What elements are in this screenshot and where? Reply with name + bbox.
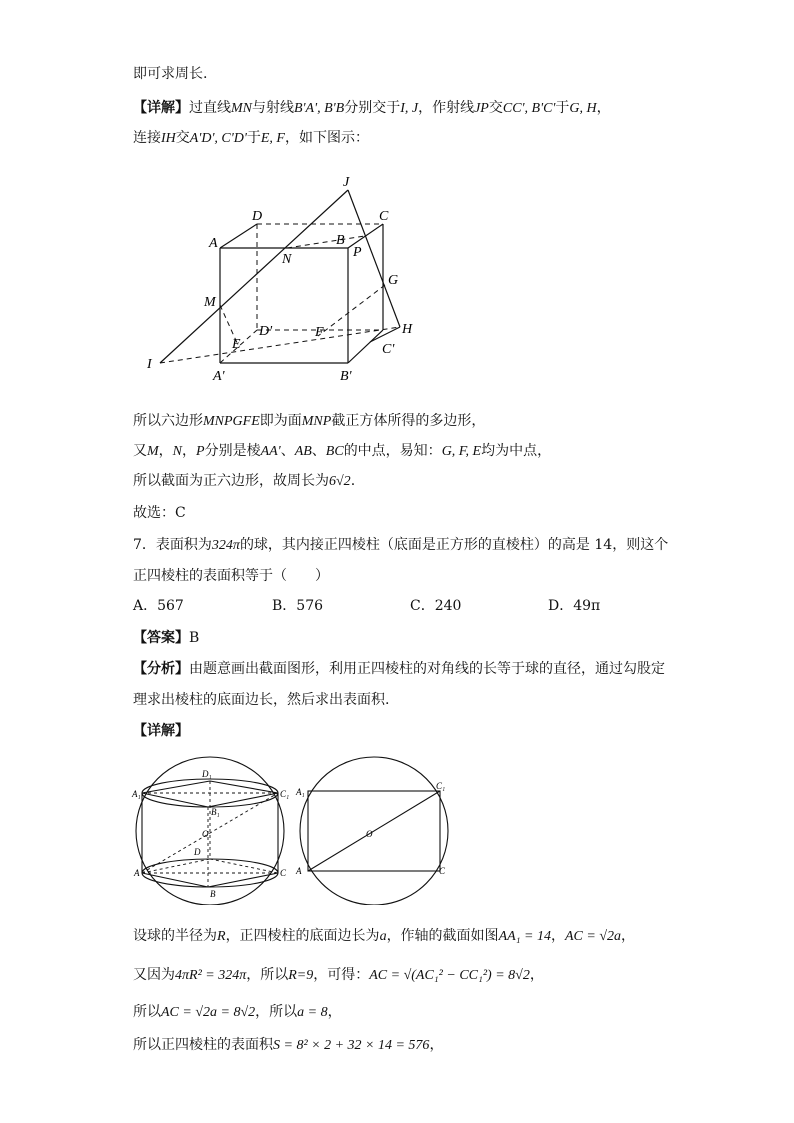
label-H: H <box>402 322 413 337</box>
math-run: BC <box>325 444 344 459</box>
label-M: M <box>204 295 216 310</box>
option-b: B．576 <box>272 598 324 614</box>
solution-line-3 <box>133 1002 342 1023</box>
detail-heading: 【详解】 <box>133 100 189 116</box>
text-run: 由题意画出截面图形，利用正四棱柱的对角线的长等于球的直径，通过勾股定 <box>189 661 665 677</box>
text-line-2 <box>133 98 611 119</box>
text-run: 交 <box>488 100 503 116</box>
text-run: ，作轴的截面如图 <box>386 928 499 944</box>
math-run: P <box>196 444 205 459</box>
text-run: ，可得： <box>313 967 370 983</box>
analysis-line-1 <box>133 659 665 679</box>
label-E: E <box>232 337 241 352</box>
math-run: 324π <box>211 538 240 553</box>
math-run: G, F, E <box>441 444 482 459</box>
text-run: . <box>350 473 356 489</box>
text-run: ， <box>529 967 544 983</box>
text-run: 、 <box>280 443 295 459</box>
axial-section-figure <box>294 755 459 905</box>
label-C: C <box>439 866 446 876</box>
option-c: C．240 <box>410 598 462 614</box>
label-J: J <box>343 175 350 190</box>
answer-line <box>133 628 199 648</box>
text-run: 于 <box>246 130 261 146</box>
label-B-prime: B' <box>340 369 352 384</box>
text-run: ，所以 <box>246 967 289 983</box>
math-run: N <box>172 444 183 459</box>
text-line-5 <box>133 441 551 462</box>
math-run: AC = √2a <box>564 929 622 944</box>
math-run: MNP <box>301 414 332 429</box>
text-run: 的中点，易知： <box>343 443 442 459</box>
text-run: 正四棱柱的表面积等于（ ） <box>133 568 329 584</box>
text-run: 理求出棱柱的底面边长，然后求出表面积. <box>133 692 390 708</box>
text-run: ，如下图示： <box>284 130 369 146</box>
text-run: 分别是棱 <box>204 443 261 459</box>
label-C1: C₁ <box>280 789 290 799</box>
text-run: 的球，其内接正四棱柱（底面是正方形的直棱柱）的高是 14，则这个 <box>239 537 669 553</box>
math-run: AC = √(AC₁² − CC₁²) = 8√2 <box>369 968 530 983</box>
text-line-6 <box>133 471 355 492</box>
math-run: JP <box>474 101 489 116</box>
math-run: G, H <box>569 101 597 116</box>
solution-line-4 <box>133 1035 443 1056</box>
text-run: 分别交于 <box>344 100 401 116</box>
math-run: CC', B'C' <box>502 101 556 116</box>
text-run: 连接 <box>133 130 161 146</box>
math-run: B'A', B'B <box>294 101 345 116</box>
math-run: AC = √2a = 8√2 <box>161 1005 256 1020</box>
label-A: A <box>296 866 302 876</box>
label-I: I <box>147 357 152 372</box>
analysis-line-2 <box>133 690 389 710</box>
math-run: AA₁ = 14 <box>498 929 551 944</box>
math-run: AB <box>294 444 312 459</box>
text-run: 均为中点， <box>481 443 552 459</box>
label-A: A <box>209 236 218 251</box>
label-G: G <box>388 273 399 288</box>
math-run: a <box>379 929 387 944</box>
label-N: N <box>282 252 292 267</box>
text-line-3 <box>133 128 369 149</box>
math-run: 6√2 <box>329 474 351 489</box>
label-F: F <box>315 325 324 340</box>
text-run: ， <box>158 443 173 459</box>
text-run: 交 <box>175 130 190 146</box>
label-A: A <box>134 868 140 878</box>
label-O: O <box>202 829 209 839</box>
label-C-prime: C' <box>382 342 395 357</box>
solution-line-1 <box>133 926 635 947</box>
text-run: ， <box>182 443 197 459</box>
math-run: R <box>217 929 226 944</box>
text-line-4 <box>133 411 485 432</box>
label-A-prime: A' <box>213 369 225 384</box>
label-D: D <box>252 209 263 224</box>
text-line-7 <box>133 503 186 523</box>
label-A1: A₁ <box>296 787 305 797</box>
math-run: MN <box>231 101 252 116</box>
label-D: D <box>194 847 201 857</box>
text-run: 故选：C <box>133 505 186 521</box>
text-run: 于 <box>555 100 570 116</box>
text-run: 所以截面为正六边形，故周长为 <box>133 473 329 489</box>
text-run: 设球的半径为 <box>133 928 217 944</box>
text-run: 7．表面积为 <box>133 537 212 553</box>
math-run: I, J <box>400 101 419 116</box>
text-run: 截正方体所得的多边形， <box>331 413 486 429</box>
label-O: O <box>366 829 373 839</box>
text-run: ，正四棱柱的底面边长为 <box>225 928 380 944</box>
math-run: M <box>147 444 159 459</box>
analysis-label: 【分析】 <box>133 661 189 677</box>
detail-line <box>133 721 189 741</box>
answer-value: B <box>189 630 200 646</box>
detail-label: 【详解】 <box>133 723 189 739</box>
label-A1: A₁ <box>132 789 141 799</box>
label-P: P <box>353 245 362 260</box>
text-run: ， <box>596 100 611 116</box>
text-run: 过直线 <box>189 100 231 116</box>
option-d: D．49π <box>548 598 601 614</box>
text-run: 所以正四棱柱的表面积 <box>133 1037 273 1053</box>
text-run: 、 <box>311 443 326 459</box>
label-B: B <box>336 233 345 248</box>
math-run: IH <box>161 131 176 146</box>
text-run: 所以 <box>133 1004 161 1020</box>
label-B1: B₁ <box>211 807 220 817</box>
text-run: ， <box>550 928 565 944</box>
text-run: 所以六边形 <box>133 413 203 429</box>
question-7-line-1 <box>133 535 668 556</box>
text-run: ，作射线 <box>418 100 475 116</box>
text-run: 又因为 <box>133 967 175 983</box>
text-line-1 <box>133 64 207 84</box>
text-run: ，所以 <box>255 1004 298 1020</box>
label-D-prime: D' <box>259 324 273 339</box>
math-run: E, F <box>260 131 285 146</box>
label-D1: D₁ <box>202 769 212 779</box>
text-run: ， <box>621 928 636 944</box>
math-run: 4πR² = 324π <box>175 968 247 983</box>
label-C1: C₁ <box>436 781 446 791</box>
label-C: C <box>379 209 389 224</box>
text-run: 与射线 <box>252 100 294 116</box>
math-run: R=9 <box>288 968 314 983</box>
math-run: MNPGFE <box>203 414 260 429</box>
answer-label: 【答案】 <box>133 630 189 646</box>
sphere-prism-figure <box>130 755 295 905</box>
text-run: ， <box>429 1037 444 1053</box>
math-run: A'D', C'D' <box>189 131 247 146</box>
label-C: C <box>280 868 287 878</box>
text-run: ， <box>327 1004 342 1020</box>
solution-line-2 <box>133 965 544 986</box>
math-run: AA' <box>260 444 281 459</box>
text-run: 即为面 <box>259 413 302 429</box>
question-7-line-2 <box>133 566 329 586</box>
option-a: A．567 <box>133 598 184 614</box>
text-run: 又 <box>133 443 147 459</box>
cube-section-figure <box>140 170 430 390</box>
math-run: S = 8² × 2 + 32 × 14 = 576 <box>273 1038 430 1053</box>
line-1-text: 即可求周长. <box>133 66 208 82</box>
math-run: a = 8 <box>297 1005 328 1020</box>
label-B: B <box>210 889 216 899</box>
